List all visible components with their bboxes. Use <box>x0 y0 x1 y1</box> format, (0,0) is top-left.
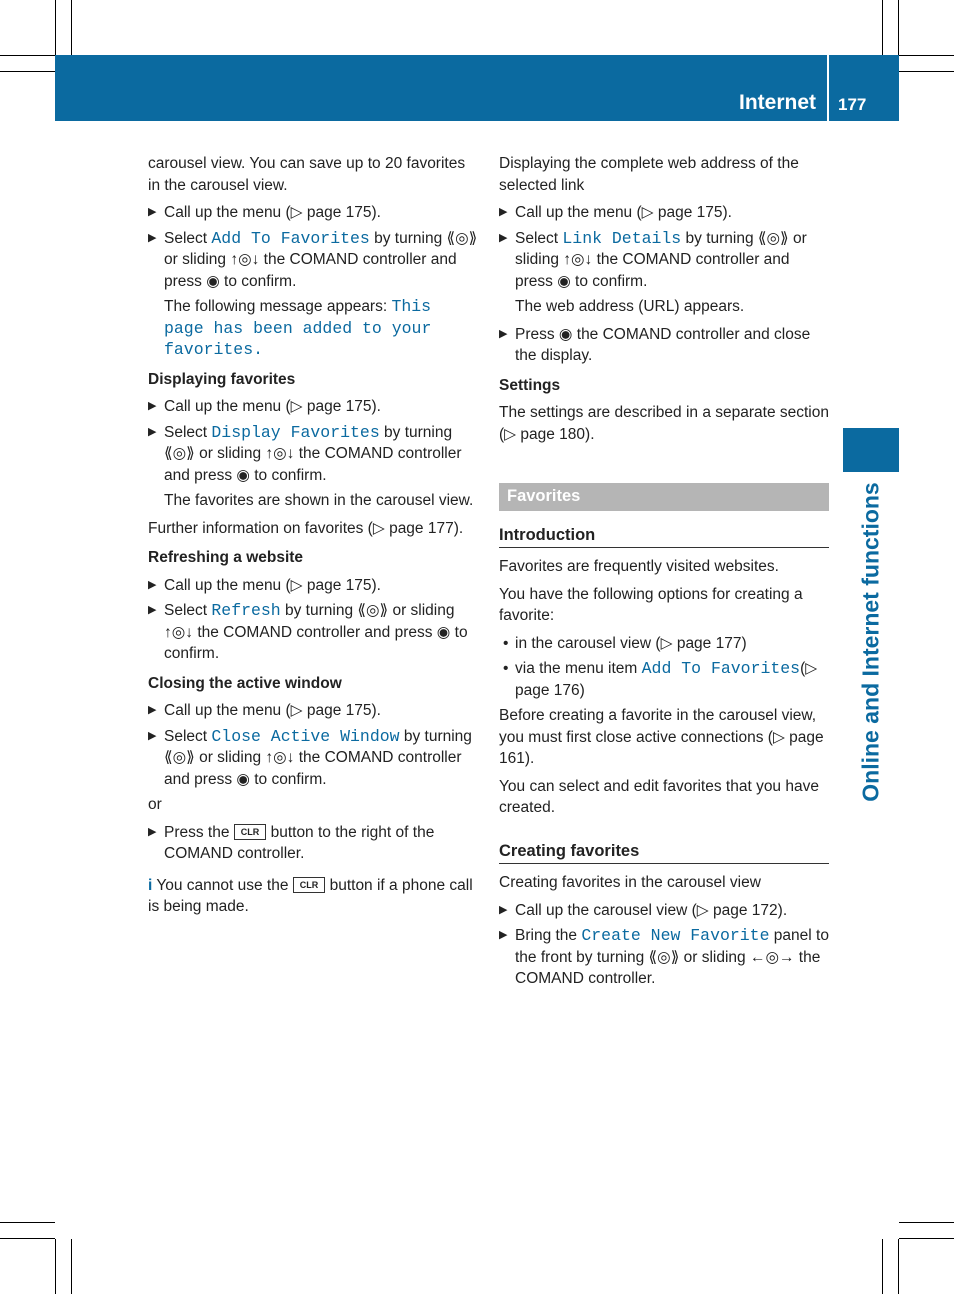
step-arrow-icon: ▶ <box>499 231 508 244</box>
right-column <box>499 153 829 994</box>
or-text: or <box>148 796 162 813</box>
crop-mark <box>71 1239 72 1294</box>
clr-button-icon: CLR <box>293 877 326 893</box>
paragraph: Creating favorites in the carousel view <box>499 874 761 891</box>
menu-item-code: Close Active Window <box>211 726 400 746</box>
subheading: Closing the active window <box>148 674 342 692</box>
subheading: Refreshing a website <box>148 549 304 566</box>
step-arrow-icon: ▶ <box>148 578 157 591</box>
crop-mark <box>0 71 55 72</box>
instruction-step: ▶ Select Add To Favorites by turning ⟪◎⟫ or sliding ↑◎↓ the COMAND controller and press ◉ to confirm. <box>148 228 478 290</box>
step-arrow-icon: ▶ <box>499 206 508 218</box>
subheading: Settings <box>499 376 561 394</box>
menu-item-code: Create New Favorite <box>581 926 770 945</box>
step-arrow-icon: ▶ <box>499 903 508 916</box>
step-result: The web address (URL) appears. <box>515 298 745 315</box>
paragraph: You can select and edit favorites that you have created. <box>499 777 819 816</box>
bullet-icon: • <box>503 634 509 652</box>
bullet-icon: • <box>503 660 509 677</box>
step-arrow-icon: ▶ <box>148 400 157 412</box>
clr-button-icon: CLR <box>234 824 267 840</box>
menu-item-code: Display Favorites <box>211 422 380 442</box>
step-arrow-icon: ▶ <box>148 231 157 244</box>
section-title: Internet <box>738 91 816 114</box>
step-arrow-icon: ▶ <box>499 327 508 340</box>
subsection-heading: Creating favorites <box>499 841 829 865</box>
page-number: 177 <box>838 95 867 114</box>
instruction-step: ▶ Call up the menu (▷ page 175). <box>148 700 480 722</box>
menu-item-code: Add To Favorites <box>641 659 801 678</box>
crop-mark <box>882 1239 883 1294</box>
menu-item-code: Add To Favorites <box>211 228 370 248</box>
paragraph: Further information on favorites (▷ page 177). <box>148 519 464 537</box>
instruction-step: ▶ Call up the menu (▷ page 175). <box>148 396 480 418</box>
left-column <box>148 153 480 924</box>
crop-mark <box>899 1222 954 1223</box>
info-icon: i <box>148 876 153 894</box>
step-arrow-icon: ▶ <box>148 425 157 438</box>
instruction-step: ▶ Call up the menu (▷ page 175). <box>148 575 480 597</box>
crop-mark <box>898 0 899 55</box>
message-code: This page has been added to your favorites. <box>164 297 432 359</box>
subsection-heading: Introduction <box>499 525 829 549</box>
crop-mark <box>55 1239 56 1294</box>
instruction-step: ▶ Call up the menu (▷ page 175). <box>499 202 829 224</box>
menu-item-code: Link Details <box>562 228 682 248</box>
step-result: The favorites are shown in the carousel view. <box>164 492 474 509</box>
paragraph: Displaying the complete web address of the selected link <box>499 155 799 194</box>
instruction-step: ▶ Call up the carousel view (▷ page 172). <box>499 900 829 922</box>
step-arrow-icon: ▶ <box>148 604 157 616</box>
section-bar: Favorites <box>499 483 829 511</box>
instruction-step: ▶ Call up the menu (▷ page 175). <box>148 202 480 224</box>
instruction-step: ▶ Select Link Details by turning ⟪◎⟫ or sliding ↑◎↓ the COMAND controller and press ◉ to confirm. <box>499 228 807 290</box>
header-divider <box>827 55 829 121</box>
step-result: The following message appears: This page has been added to your favorites. <box>164 297 432 359</box>
paragraph: The settings are described in a separate section (▷ page 180). <box>499 404 829 443</box>
subheading: Displaying favorites <box>148 370 296 388</box>
crop-mark <box>899 71 954 72</box>
step-arrow-icon: ▶ <box>148 206 157 218</box>
info-note: i You cannot use the CLR button if a phone call is being made. <box>148 876 473 915</box>
list-item: • via the menu item Add To Favorites(▷ page 176) <box>503 659 818 699</box>
instruction-step: ▶ Bring the Create New Favorite panel to the front by turning ⟪◎⟫ or sliding ←◎→ the COMAND controller. <box>499 926 829 987</box>
crop-mark <box>882 0 883 55</box>
instruction-step: ▶ Select Refresh by turning ⟪◎⟫ or sliding ↑◎↓ the COMAND controller and press ◉ to confirm. <box>148 601 468 662</box>
step-arrow-icon: ▶ <box>148 729 157 742</box>
crop-mark <box>898 1239 899 1294</box>
crop-mark <box>899 1238 954 1239</box>
step-arrow-icon: ▶ <box>148 704 157 716</box>
crop-mark <box>71 0 72 55</box>
step-arrow-icon: ▶ <box>499 929 508 941</box>
side-tab-marker <box>843 428 899 472</box>
instruction-step: ▶ Press the CLR button to the right of the COMAND controller. <box>148 823 435 862</box>
instruction-step: ▶ Select Close Active Window by turning ⟪◎⟫ or sliding ↑◎↓ the COMAND controller and press ◉ to confirm. <box>148 726 472 788</box>
crop-mark <box>0 1238 55 1239</box>
step-arrow-icon: ▶ <box>148 825 157 838</box>
paragraph: You have the following options for creating a favorite: <box>499 585 803 624</box>
crop-mark <box>0 55 55 56</box>
chapter-label: Online and Internet functions <box>857 482 884 802</box>
crop-mark <box>899 55 954 56</box>
instruction-step: ▶ Select Display Favorites by turning ⟪◎⟫ or sliding ↑◎↓ the COMAND controller and press ◉ to confirm. <box>148 422 462 484</box>
crop-mark <box>0 1222 55 1223</box>
list-item: • in the carousel view (▷ page 177) <box>499 633 829 655</box>
crop-mark <box>55 0 56 55</box>
instruction-step: ▶ Press ◉ the COMAND controller and close the display. <box>499 325 811 364</box>
menu-item-code: Refresh <box>211 601 281 620</box>
paragraph: Favorites are frequently visited websites. <box>499 558 779 575</box>
paragraph: Before creating a favorite in the carousel view, you must first close active connections (▷ page 161). <box>499 707 824 767</box>
paragraph: carousel view. You can save up to 20 favorites in the carousel view. <box>148 155 466 194</box>
